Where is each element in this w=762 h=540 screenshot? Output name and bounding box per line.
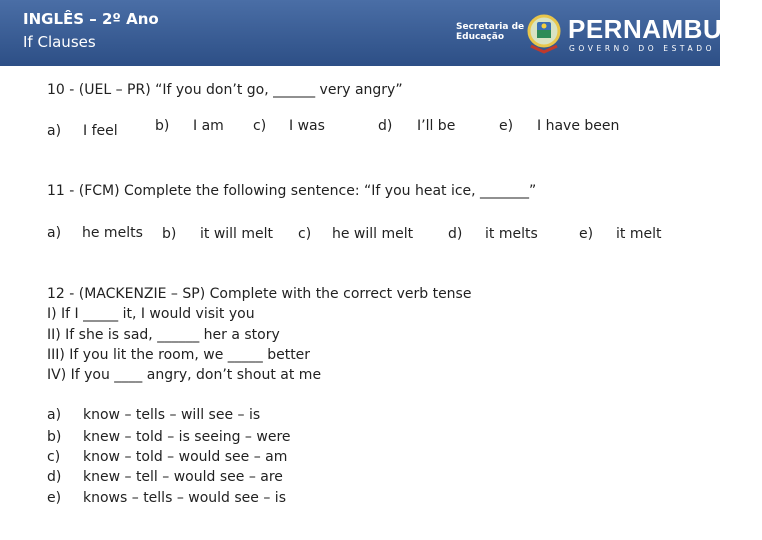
q11-option-a-text: he melts bbox=[82, 225, 143, 241]
q10-option-c-text: I was bbox=[289, 118, 325, 134]
question-12-text: 12 - (MACKENZIE – SP) Complete with the correct verb tense bbox=[47, 286, 472, 302]
q11-option-b-letter: b) bbox=[162, 226, 177, 242]
brand-name: PERNAMBUCO bbox=[568, 14, 762, 44]
q12-option-c-letter: c) bbox=[47, 449, 61, 465]
q12-item-1: I) If I _____ it, I would visit you bbox=[47, 306, 255, 322]
q12-option-c-text: know – told – would see – am bbox=[83, 449, 288, 465]
q12-option-a-text: know – tells – will see – is bbox=[83, 407, 261, 423]
q12-option-e-letter: e) bbox=[47, 490, 62, 506]
q10-option-b-text: I am bbox=[193, 118, 224, 134]
subject-title: INGLÊS – 2º Ano bbox=[23, 10, 159, 28]
question-10-text: 10 - (UEL – PR) “If you don’t go, ______ very angry” bbox=[47, 82, 403, 98]
secretaria-label: Secretaria de Educação bbox=[456, 22, 525, 42]
state-coat-of-arms-icon bbox=[525, 12, 563, 54]
q11-option-c-text: he will melt bbox=[332, 226, 414, 242]
q12-option-b-text: knew – told – is seeing – were bbox=[83, 429, 291, 445]
q11-option-e-text: it melt bbox=[616, 226, 662, 242]
q11-option-e-letter: e) bbox=[579, 226, 594, 242]
q10-option-a-text: I feel bbox=[83, 123, 118, 139]
q11-option-d-letter: d) bbox=[448, 226, 463, 242]
brand-subtitle: GOVERNO DO ESTADO bbox=[569, 44, 716, 53]
q10-option-e-text: I have been bbox=[537, 118, 620, 134]
q12-item-4: IV) If you ____ angry, don’t shout at me bbox=[47, 367, 322, 383]
q12-item-2: II) If she is sad, ______ her a story bbox=[47, 327, 280, 343]
q12-option-d-text: knew – tell – would see – are bbox=[83, 469, 283, 485]
q10-option-d-text: I’ll be bbox=[417, 118, 456, 134]
q12-option-b-letter: b) bbox=[47, 429, 62, 445]
q10-option-c-letter: c) bbox=[253, 118, 267, 134]
q12-option-a-letter: a) bbox=[47, 407, 62, 423]
q10-option-e-letter: e) bbox=[499, 118, 514, 134]
header-banner bbox=[0, 0, 762, 66]
q12-option-d-letter: d) bbox=[47, 469, 62, 485]
q11-option-b-text: it will melt bbox=[200, 226, 274, 242]
q10-option-b-letter: b) bbox=[155, 118, 170, 134]
question-11-text: 11 - (FCM) Complete the following sentence: “If you heat ice, _______” bbox=[47, 183, 537, 199]
topic-title: If Clauses bbox=[23, 33, 96, 51]
q10-option-a-letter: a) bbox=[47, 123, 62, 139]
q11-option-a-letter: a) bbox=[47, 225, 62, 241]
q12-item-3: III) If you lit the room, we _____ better bbox=[47, 347, 311, 363]
q12-option-e-text: knows – tells – would see – is bbox=[83, 490, 286, 506]
q11-option-d-text: it melts bbox=[485, 226, 538, 242]
q11-option-c-letter: c) bbox=[298, 226, 312, 242]
q10-option-d-letter: d) bbox=[378, 118, 393, 134]
